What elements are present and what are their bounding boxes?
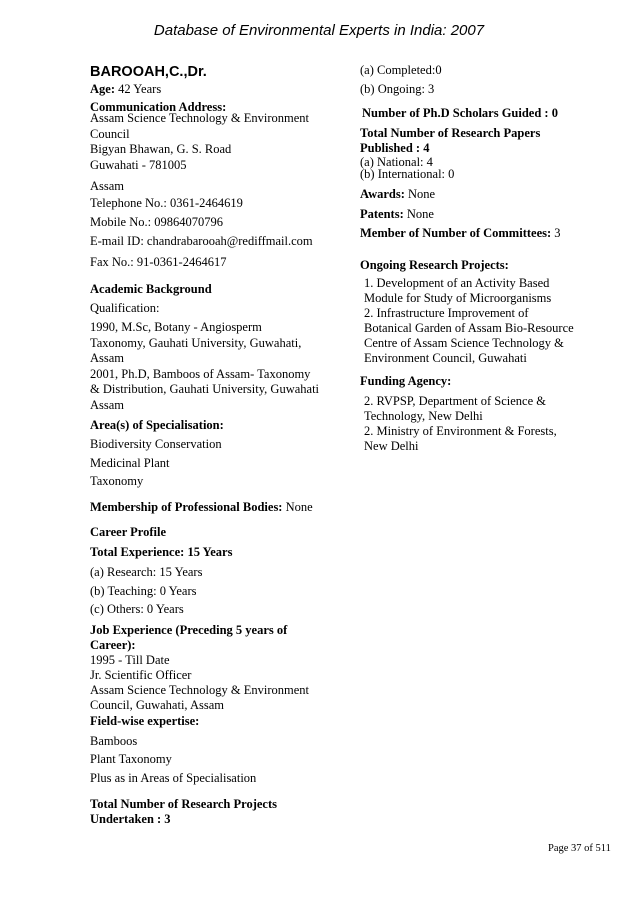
- job-experience-label: Job Experience (Preceding 5 years of Career):: [90, 623, 288, 652]
- fieldwise-label: Field-wise expertise:: [90, 714, 200, 728]
- membership-row: [90, 500, 313, 515]
- fieldwise-item: Bamboos: [90, 734, 138, 748]
- experience-others: (c) Others: 0 Years: [90, 602, 184, 616]
- ongoing-projects: 1. Development of an Activity Based Module for Study of Microorganisms 2. Infrastructure Improvement of Botanical Garden of Assam Bio-Resource Centre of Assam Science Technology & Environment Council, Guwahati: [364, 276, 574, 365]
- qualifications: 1990, M.Sc, Botany - Angiosperm Taxonomy, Gauhati University, Guwahati, Assam 2001, Ph.D, Bamboos of Assam- Taxonomy & Distribution, Gauhati University, Guwahati Assam: [90, 320, 320, 412]
- age-label: Age:: [90, 82, 115, 96]
- phd-scholars: Number of Ph.D Scholars Guided : 0: [362, 106, 558, 120]
- specialisation-item: Taxonomy: [90, 474, 144, 488]
- specialisation-item: Biodiversity Conservation: [90, 437, 222, 451]
- committees-row: [360, 226, 561, 241]
- funding-agencies: 2. RVPSP, Department of Science & Technology, New Delhi 2. Ministry of Environment & Forests, New Delhi: [364, 394, 557, 453]
- mobile: Mobile No.: 09864070796: [90, 215, 223, 229]
- age-value: 42 Years: [118, 82, 162, 96]
- patents-label: Patents:: [360, 207, 404, 221]
- awards-row: [360, 187, 435, 202]
- committees-label: Member of Number of Committees:: [360, 226, 552, 240]
- membership-value: None: [285, 500, 313, 514]
- job-experience: 1995 - Till Date Jr. Scientific Officer Assam Science Technology & Environment Council, Guwahati, Assam: [90, 653, 309, 712]
- age-row: [90, 82, 161, 97]
- projects-label: Total Number of Research Projects Undertaken : 3: [90, 797, 278, 826]
- patents-row: [360, 207, 434, 222]
- ongoing-projects-label: Ongoing Research Projects:: [360, 258, 509, 272]
- specialisation-label: Area(s) of Specialisation:: [90, 418, 224, 432]
- communication-address: Assam Science Technology & Environment Council Bigyan Bhawan, G. S. Road Guwahati - 781005: [90, 111, 309, 172]
- career-label: Career Profile: [90, 525, 167, 539]
- committees-value: 3: [554, 226, 561, 240]
- state: Assam: [90, 179, 125, 193]
- experience-research: (a) Research: 15 Years: [90, 565, 203, 579]
- telephone: Telephone No.: 0361-2464619: [90, 196, 243, 210]
- total-experience: Total Experience: 15 Years: [90, 545, 233, 559]
- awards-value: None: [408, 187, 436, 201]
- experience-teaching: (b) Teaching: 0 Years: [90, 584, 197, 598]
- fieldwise-item: Plus as in Areas of Specialisation: [90, 771, 257, 785]
- projects-ongoing: (b) Ongoing: 3: [360, 82, 435, 96]
- fieldwise-item: Plant Taxonomy: [90, 752, 172, 766]
- papers-label: Total Number of Research Papers Published : 4: [360, 126, 541, 155]
- awards-label: Awards:: [360, 187, 405, 201]
- papers-international: (b) International: 0: [360, 167, 455, 181]
- academic-label: Academic Background: [90, 282, 212, 296]
- membership-label: Membership of Professional Bodies:: [90, 500, 283, 514]
- qualification-label: Qualification:: [90, 301, 160, 315]
- specialisation-item: Medicinal Plant: [90, 456, 170, 470]
- fax: Fax No.: 91-0361-2464617: [90, 255, 227, 269]
- page-number: Page 37 of 511: [548, 843, 611, 854]
- patents-value: None: [406, 207, 434, 221]
- email: E-mail ID: chandrabarooah@rediffmail.com: [90, 234, 313, 248]
- expert-name: BAROOAH,C.,Dr.: [90, 64, 207, 80]
- funding-label: Funding Agency:: [360, 374, 452, 388]
- communication-label: Communication Address:: [90, 100, 227, 114]
- projects-completed: (a) Completed:0: [360, 63, 442, 77]
- papers-national: (a) National: 4: [360, 155, 433, 169]
- page-header: Database of Environmental Experts in India: 2007: [153, 22, 485, 39]
